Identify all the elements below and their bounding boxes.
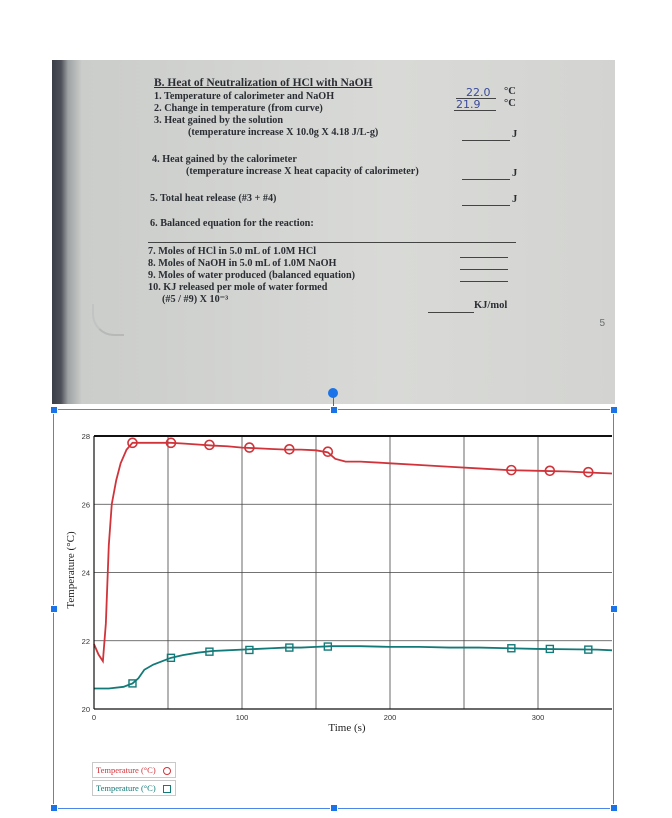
resize-handle-top-left[interactable] [50, 406, 58, 414]
handwritten-value-2: 21.9 [456, 98, 481, 111]
unit-label: °C [504, 98, 516, 109]
resize-handle-top[interactable] [330, 406, 338, 414]
x-tick-label: 100 [235, 713, 249, 722]
y-tick-label: 26 [81, 500, 90, 510]
resize-handle-bottom[interactable] [330, 804, 338, 812]
worksheet-line-1: 1. Temperature of calorimeter and NaOH [154, 91, 335, 102]
worksheet-line-5: 5. Total heat release (#3 + #4) [150, 193, 277, 204]
resize-handle-right[interactable] [610, 605, 618, 613]
unit-label: KJ/mol [474, 300, 508, 311]
unit-label: °C [504, 86, 516, 97]
worksheet-line-3-formula: (temperature increase X 10.0g X 4.18 J/L-g) [188, 127, 379, 138]
resize-handle-bottom-right[interactable] [610, 804, 618, 812]
legend-item-series-2 [92, 780, 176, 796]
x-tick-label: 0 [91, 713, 97, 722]
y-tick-label: 20 [81, 705, 90, 714]
worksheet-line-4: 4. Heat gained by the calorimeter [152, 154, 297, 165]
worksheet-line-10: 10. KJ released per mole of water formed [148, 282, 328, 293]
square-marker-icon [163, 785, 171, 793]
y-tick-label: 28 [81, 432, 90, 441]
worksheet-line-10-formula: (#5 / #9) X 10⁻³ [162, 294, 229, 305]
worksheet-line-4-formula: (temperature increase X heat capacity of calorimeter) [186, 166, 419, 177]
y-tick-label: 24 [81, 568, 90, 578]
worksheet-line-3: 3. Heat gained by the solution [154, 115, 284, 126]
worksheet-line-6: 6. Balanced equation for the reaction: [150, 218, 314, 229]
legend-item-series-1 [92, 762, 176, 778]
unit-label: J [512, 168, 518, 179]
resize-handle-top-right[interactable] [610, 406, 618, 414]
y-tick-label: 22 [81, 636, 90, 646]
handwritten-value-1: 22.0 [466, 86, 491, 99]
worksheet-line-8: 8. Moles of NaOH in 5.0 mL of 1.0M NaOH [148, 258, 337, 269]
page-number: 5 [599, 318, 605, 329]
worksheet-line-9: 9. Moles of water produced (balanced equation) [148, 270, 356, 281]
x-axis-title: Time (s) [328, 722, 366, 734]
unit-label: J [512, 194, 518, 205]
worksheet-line-7: 7. Moles of HCl in 5.0 mL of 1.0M HCl [148, 246, 317, 257]
x-tick-label: 200 [383, 713, 397, 722]
resize-handle-left[interactable] [50, 605, 58, 613]
worksheet-title: B. Heat of Neutralization of HCl with NaOH [154, 77, 373, 89]
circle-marker-icon [163, 767, 171, 775]
worksheet-line-2: 2. Change in temperature (from curve) [154, 103, 323, 114]
y-axis-title: Temperature (°C) [65, 531, 77, 609]
selection-frame[interactable] [53, 409, 614, 809]
resize-handle-bottom-left[interactable] [50, 804, 58, 812]
legend-label: Temperature (°C) [96, 765, 156, 775]
unit-label: J [512, 129, 518, 140]
legend-label: Temperature (°C) [96, 783, 156, 793]
x-tick-label: 300 [531, 713, 545, 722]
